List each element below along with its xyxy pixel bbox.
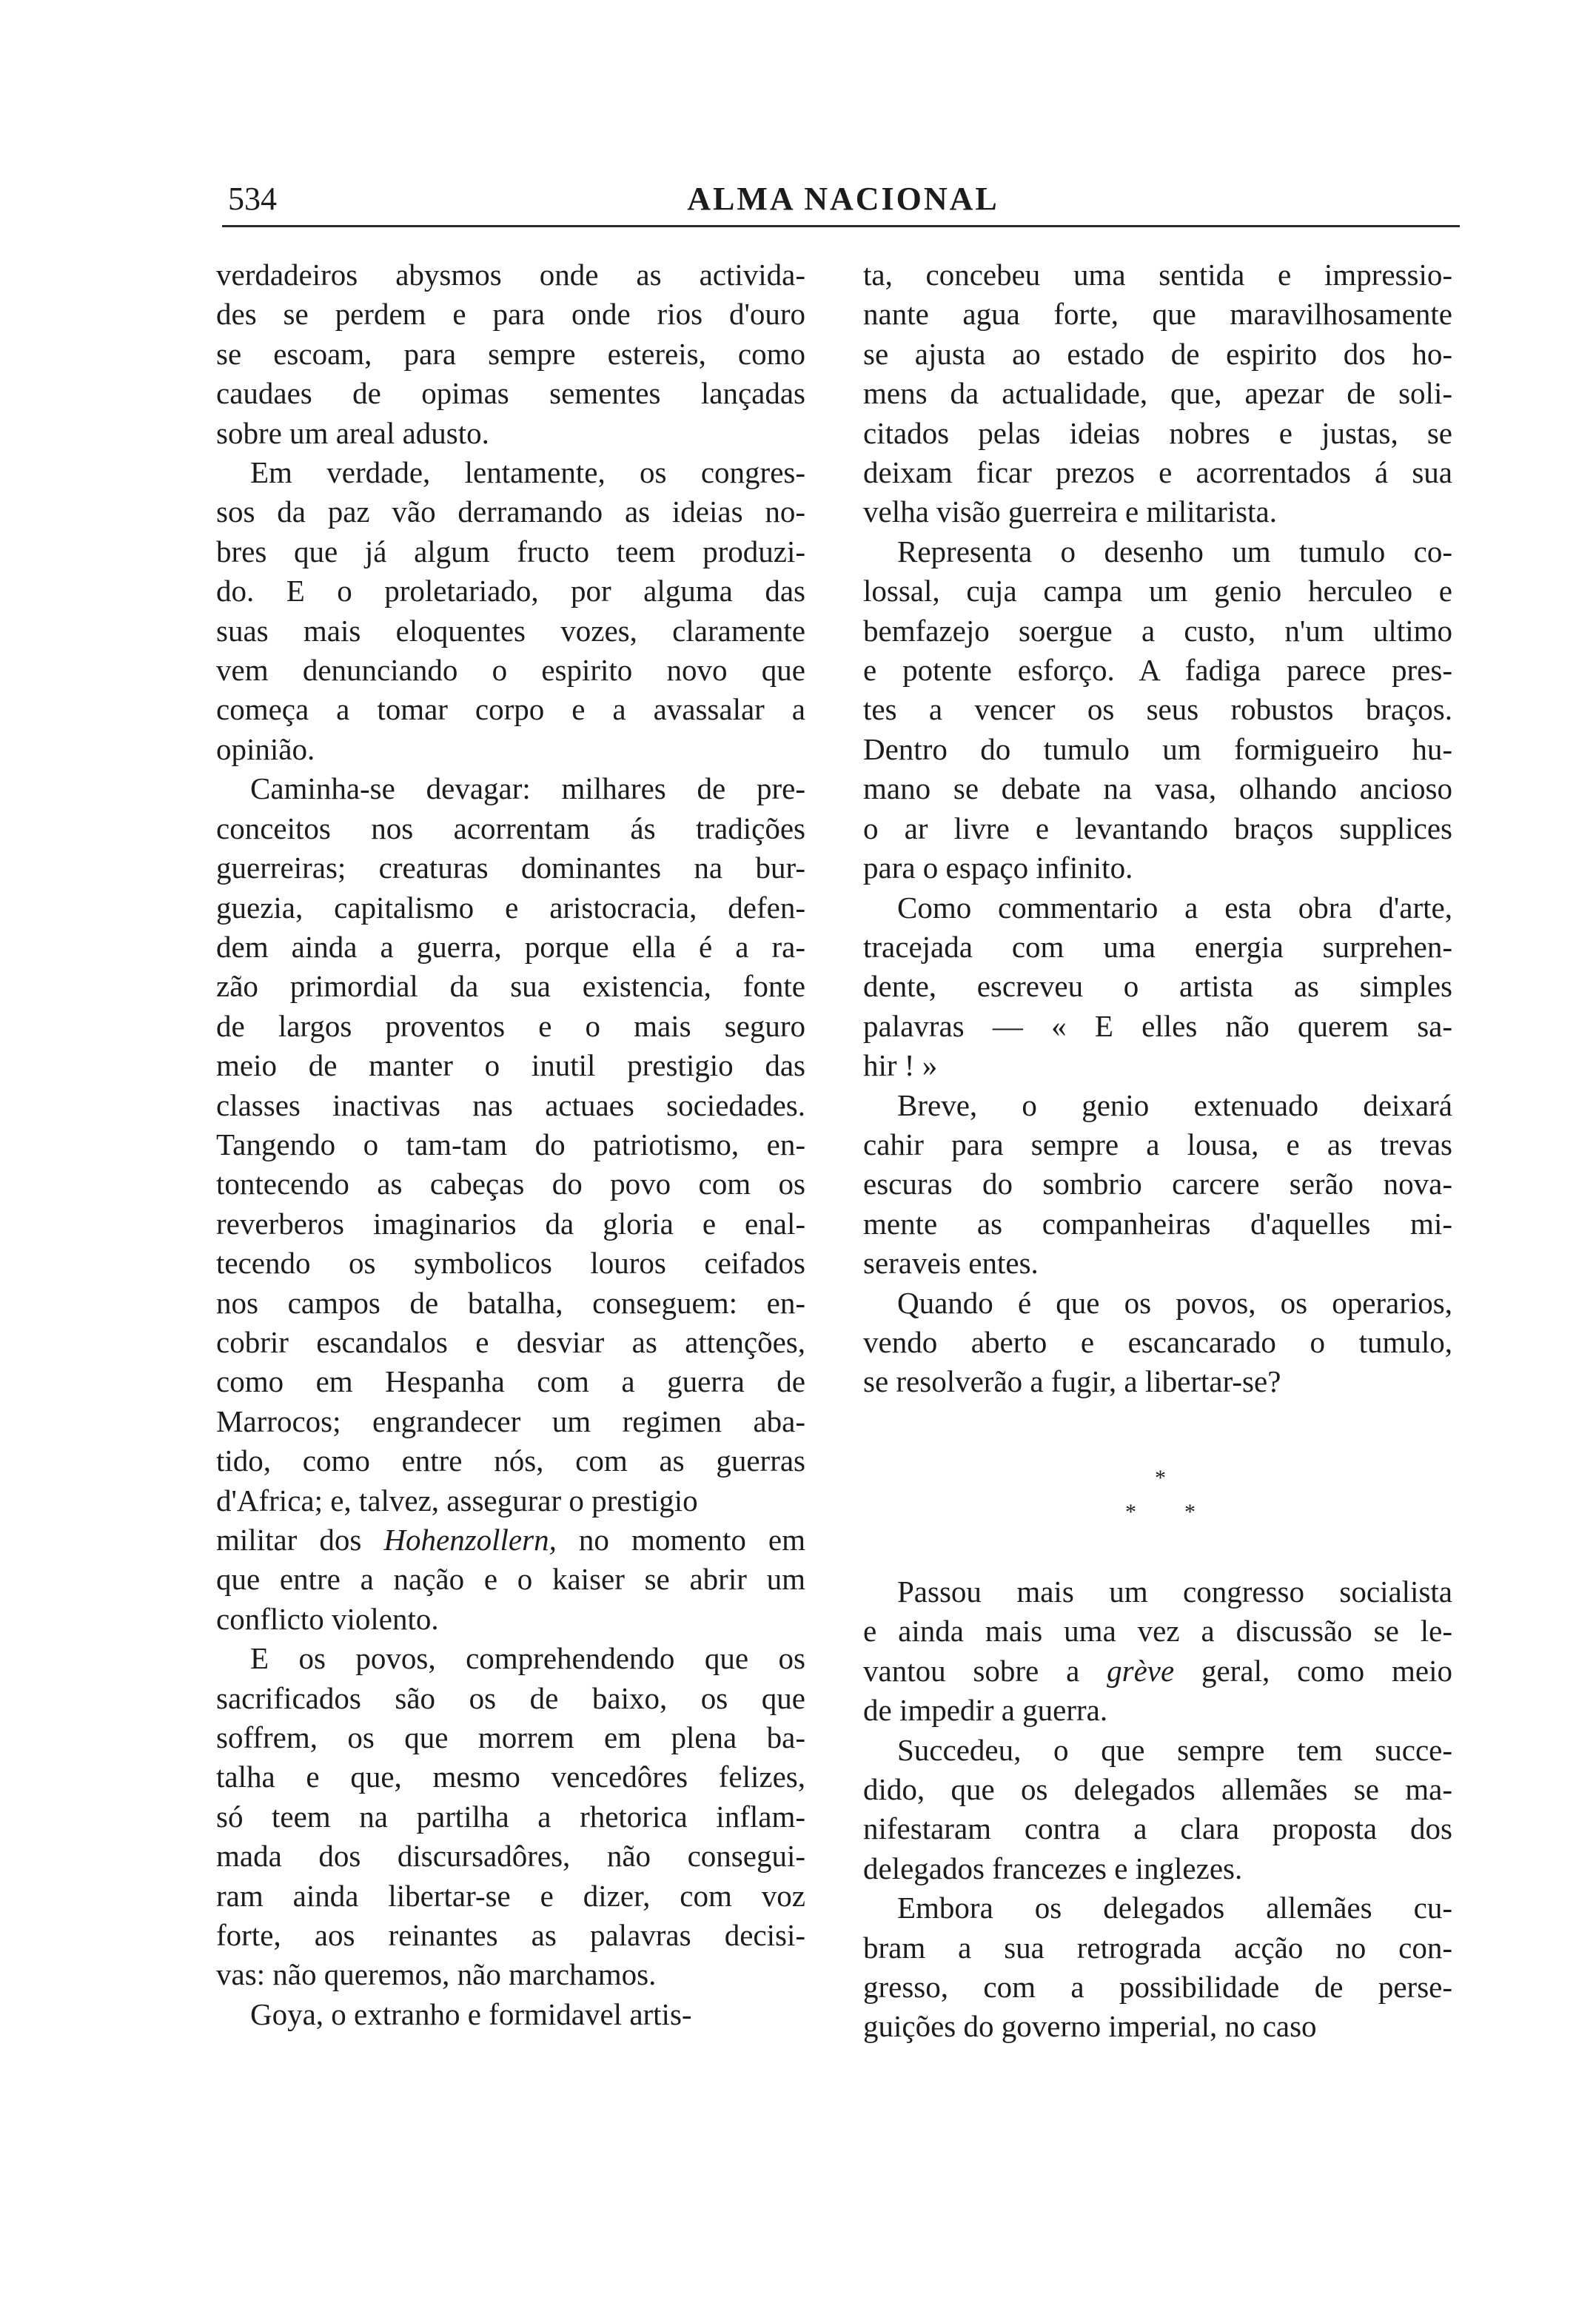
text-line: de largos proventos e o mais seguro: [216, 1008, 805, 1043]
text-line: e potente esforço. A fadiga parece pres-: [863, 653, 1452, 688]
paragraph: [863, 1284, 1452, 1402]
text-line: delegados francezes e inglezes.: [863, 1851, 1243, 1885]
text-line: d'Africa; e, talvez, assegurar o prestigio: [216, 1483, 698, 1518]
text-line: Dentro do tumulo um formigueiro hu-: [863, 731, 1452, 766]
text-line: ta, concebeu uma sentida e impressio-: [863, 258, 1452, 292]
text-line: Tangendo o tam-tam do patriotismo, en-: [216, 1127, 805, 1161]
text-line: verdadeiros abysmos onde as activida-: [216, 258, 805, 292]
text-line: só teem na partilha a rhetorica inflam-: [216, 1799, 805, 1834]
text-line: se ajusta ao estado de espirito dos ho-: [863, 336, 1452, 371]
text-line: sobre um areal adusto.: [216, 415, 489, 450]
text-line: vendo aberto e escancarado o tumulo,: [863, 1324, 1452, 1359]
paragraph: [216, 1639, 805, 1995]
text-line: Goya, o extranho e formidavel artis-: [250, 1996, 692, 2031]
text-line: citados pelas ideias nobres e justas, se: [863, 415, 1452, 450]
text-line: Passou mais um congresso socialista: [897, 1575, 1452, 1609]
text-line: vantou sobre a grève geral, como meio: [863, 1653, 1453, 1688]
text-line: mada dos discursadôres, não consegui-: [216, 1839, 805, 1874]
text-line: deixam ficar prezos e acorrentados á sua: [863, 455, 1452, 490]
text-line: meio de manter o inutil prestigio das: [216, 1048, 805, 1083]
text-line: Em verdade, lentamente, os congres-: [250, 455, 805, 490]
text-line: escuras do sombrio carcere serão nova-: [863, 1167, 1452, 1201]
text-line: que entre a nação e o kaiser se abrir um: [216, 1562, 805, 1597]
text-line: dente, escreveu o artista as simples: [863, 969, 1452, 1004]
text-line: vem denunciando o espirito novo que: [216, 653, 805, 688]
paragraph: [863, 888, 1452, 1086]
text-line: gresso, com a possibilidade de perse-: [863, 1970, 1452, 2005]
paragraph: [863, 532, 1452, 888]
text-line: dem ainda a guerra, porque ella é a ra-: [216, 929, 805, 964]
text-line: como em Hespanha com a guerra de: [216, 1364, 805, 1399]
page-number: 534: [228, 181, 277, 217]
text-line: militar dos Hohenzollern, no momento em: [216, 1523, 805, 1557]
text-line: conceitos nos acorrentam ás tradições: [216, 811, 805, 845]
asterisk: *: [1155, 1466, 1166, 1490]
text-line: nante agua forte, que maravilhosamente: [863, 297, 1452, 332]
text-line: tontecendo as cabeças do povo com os: [216, 1167, 805, 1201]
text-line: nos campos de batalha, conseguem: en-: [216, 1285, 805, 1320]
paragraph: [863, 1086, 1452, 1284]
right-column-lower: [863, 1572, 1452, 2047]
text-line: o ar livre e levantando braços supplices: [863, 811, 1452, 845]
text-line: mano se debate na vasa, olhando ancioso: [863, 771, 1452, 806]
text-line: tido, como entre nós, com as guerras: [216, 1443, 805, 1478]
text-line: conflicto violento.: [216, 1601, 439, 1636]
text-line: cobrir escandalos e desviar as attenções,: [216, 1324, 805, 1359]
header-rule: [222, 225, 1460, 227]
paragraph: [863, 1888, 1452, 2047]
text-line: começa a tomar corpo e a avassalar a: [216, 692, 805, 727]
text-line: tecendo os symbolicos louros ceifados: [216, 1246, 805, 1281]
text-line: E os povos, comprehendendo que os: [250, 1641, 805, 1676]
paragraph: [863, 1572, 1452, 1731]
paragraph: [863, 1731, 1452, 1889]
text-line: nifestaram contra a clara proposta dos: [863, 1811, 1452, 1846]
text-line: caudaes de opimas sementes lançadas: [216, 376, 805, 411]
text-line: Quando é que os povos, os operarios,: [897, 1285, 1452, 1320]
paragraph: [216, 769, 805, 1520]
text-line: sacrificados são os de baixo, os que: [216, 1680, 805, 1715]
text-line: opinião.: [216, 731, 315, 766]
paragraph: [216, 453, 805, 769]
paragraph: [216, 1520, 805, 1639]
text-line: Breve, o genio extenuado deixará: [897, 1087, 1452, 1122]
text-line: dido, que os delegados allemães se ma-: [863, 1772, 1452, 1807]
text-line: ram ainda libertar-se e dizer, com voz: [216, 1878, 805, 1913]
text-line: sos da paz vão derramando as ideias no-: [216, 494, 805, 529]
text-line: tracejada com uma energia surprehen-: [863, 929, 1452, 964]
text-line: Embora os delegados allemães cu-: [897, 1891, 1452, 1925]
text-line: Como commentario a esta obra d'arte,: [897, 890, 1452, 925]
asterisk: *: [1125, 1500, 1136, 1524]
paragraph: [216, 1995, 805, 2034]
text-line: bram a sua retrograda acção no con-: [863, 1930, 1452, 1965]
text-line: mente as companheiras d'aquelles mi-: [863, 1206, 1452, 1241]
page-header: [228, 176, 1458, 222]
text-line: e ainda mais uma vez a discussão se le-: [863, 1614, 1452, 1649]
text-line: reverberos imaginarios da gloria e enal-: [216, 1206, 805, 1241]
text-line: suas mais eloquentes vozes, claramente: [216, 613, 805, 648]
text-line: bemfazejo soergue a custo, n'um ultimo: [863, 613, 1452, 648]
text-line: zão primordial da sua existencia, fonte: [216, 969, 805, 1004]
text-line: velha visão guerreira e militarista.: [863, 494, 1277, 529]
text-line: talha e que, mesmo vencedôres felizes,: [216, 1760, 805, 1794]
text-line: se resolverão a fugir, a libertar-se?: [863, 1364, 1281, 1399]
text-line: forte, aos reinantes as palavras decisi-: [216, 1918, 805, 1953]
text-line: des se perdem e para onde rios d'ouro: [216, 297, 805, 332]
asterisk: *: [1184, 1500, 1196, 1524]
text-line: soffrem, os que morrem em plena ba-: [216, 1720, 805, 1755]
section-break-asterism: [863, 1455, 1452, 1537]
paragraph: [216, 255, 805, 453]
text-line: do. E o proletariado, por alguma das: [216, 574, 805, 608]
right-column-upper: [863, 255, 1452, 1402]
text-line: palavras — « E elles não querem sa-: [863, 1008, 1452, 1043]
paragraph: [863, 255, 1452, 532]
text-line: mens da actualidade, que, apezar de soli-: [863, 376, 1452, 411]
text-line: de impedir a guerra.: [863, 1693, 1108, 1728]
text-line: Representa o desenho um tumulo co-: [897, 534, 1452, 569]
text-line: cahir para sempre a lousa, e as trevas: [863, 1127, 1452, 1161]
text-line: Succedeu, o que sempre tem succe-: [897, 1732, 1452, 1767]
text-line: guerreiras; creaturas dominantes na bur-: [216, 851, 805, 885]
text-line: guezia, capitalismo e aristocracia, defen-: [216, 890, 805, 925]
text-line: bres que já algum fructo teem produzi-: [216, 534, 805, 569]
text-line: hir ! »: [863, 1048, 938, 1083]
text-line: para o espaço infinito.: [863, 851, 1133, 885]
text-line: se escoam, para sempre estereis, como: [216, 336, 805, 371]
text-line: Caminha-se devagar: milhares de pre-: [250, 771, 805, 806]
text-line: seraveis entes.: [863, 1246, 1039, 1281]
text-line: tes a vencer os seus robustos braços.: [863, 692, 1452, 727]
text-line: guições do governo imperial, no caso: [863, 2009, 1317, 2044]
text-line: lossal, cuja campa um genio herculeo e: [863, 574, 1452, 608]
text-line: Marrocos; engrandecer um regimen aba-: [216, 1404, 805, 1438]
text-line: vas: não queremos, não marchamos.: [216, 1957, 657, 1992]
left-column: [216, 255, 805, 2034]
text-line: classes inactivas nas actuaes sociedades.: [216, 1087, 805, 1122]
running-title: ALMA NACIONAL: [687, 181, 999, 217]
